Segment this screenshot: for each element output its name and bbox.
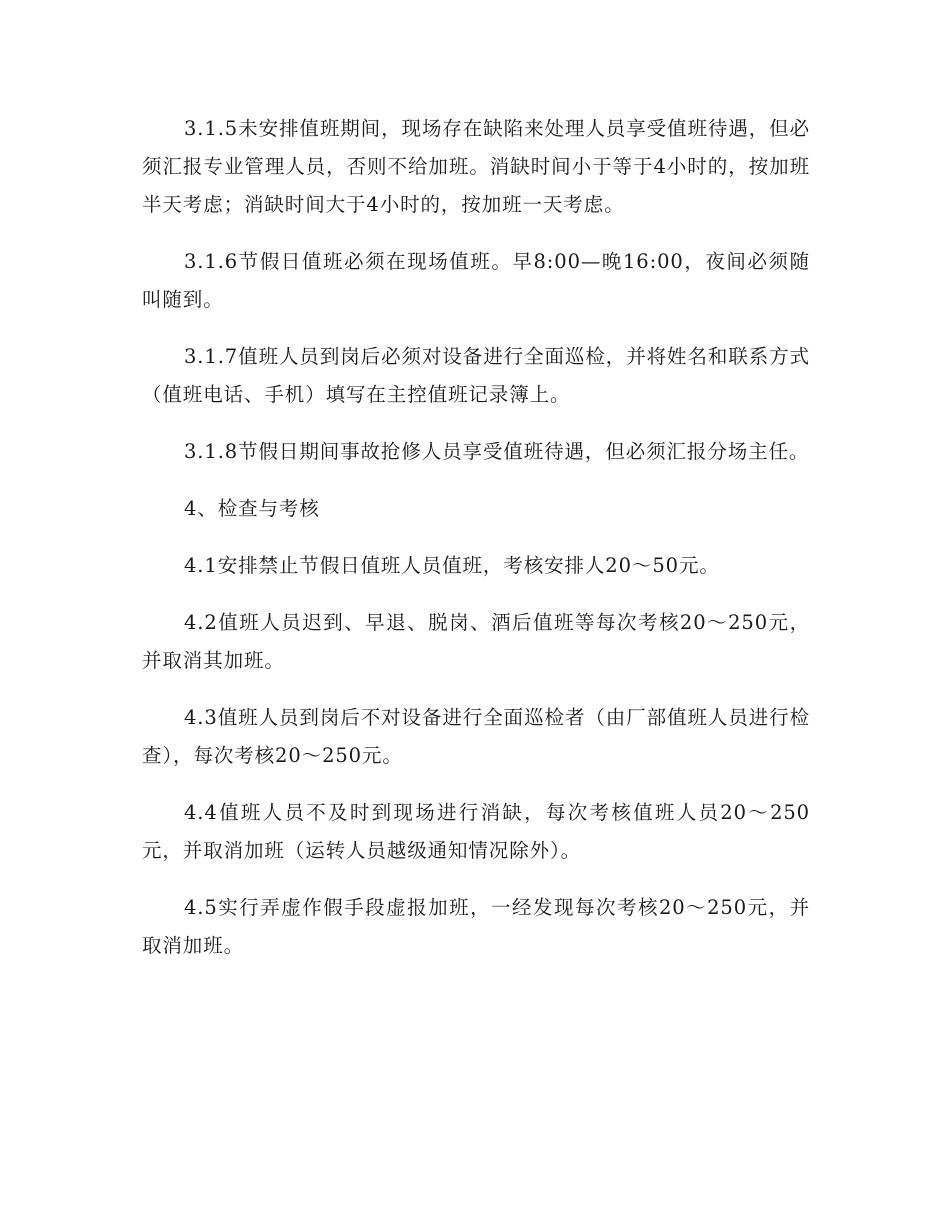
paragraph-3-1-7: 3.1.7值班人员到岗后必须对设备进行全面巡检，并将姓名和联系方式（值班电话、手机）填写在主控值班记录簿上。	[142, 345, 810, 406]
paragraph-3-1-8: 3.1.8节假日期间事故抢修人员享受值班待遇，但必须汇报分场主任。	[184, 440, 810, 463]
paragraph-4-3: 4.3值班人员到岗后不对设备进行全面巡检者（由厂部值班人员进行检查），每次考核20～250元。	[142, 706, 810, 767]
paragraph-4-1: 4.1安排禁止节假日值班人员值班，考核安排人20～50元。	[184, 554, 720, 577]
paragraph-4-2: 4.2值班人员迟到、早退、脱岗、酒后值班等每次考核20～250元，并取消其加班。	[142, 611, 810, 672]
paragraph-3-1-5: 3.1.5未安排值班期间，现场存在缺陷来处理人员享受值班待遇，但必须汇报专业管理人员，否则不给加班。消缺时间小于等于4小时的，按加班半天考虑；消缺时间大于4小时的，按加班一天考虑。	[142, 117, 810, 216]
paragraph-4-4: 4.4值班人员不及时到现场进行消缺，每次考核值班人员20～250元，并取消加班（运转人员越级通知情况除外）。	[142, 801, 810, 862]
paragraph-4-5: 4.5实行弄虚作假手段虚报加班，一经发现每次考核20～250元，并取消加班。	[142, 896, 810, 957]
paragraph-3-1-6: 3.1.6节假日值班必须在现场值班。早8:00—晚16:00，夜间必须随叫随到。	[142, 250, 810, 311]
document-body	[142, 110, 810, 984]
section-heading-4: 4、检查与考核	[184, 497, 320, 520]
